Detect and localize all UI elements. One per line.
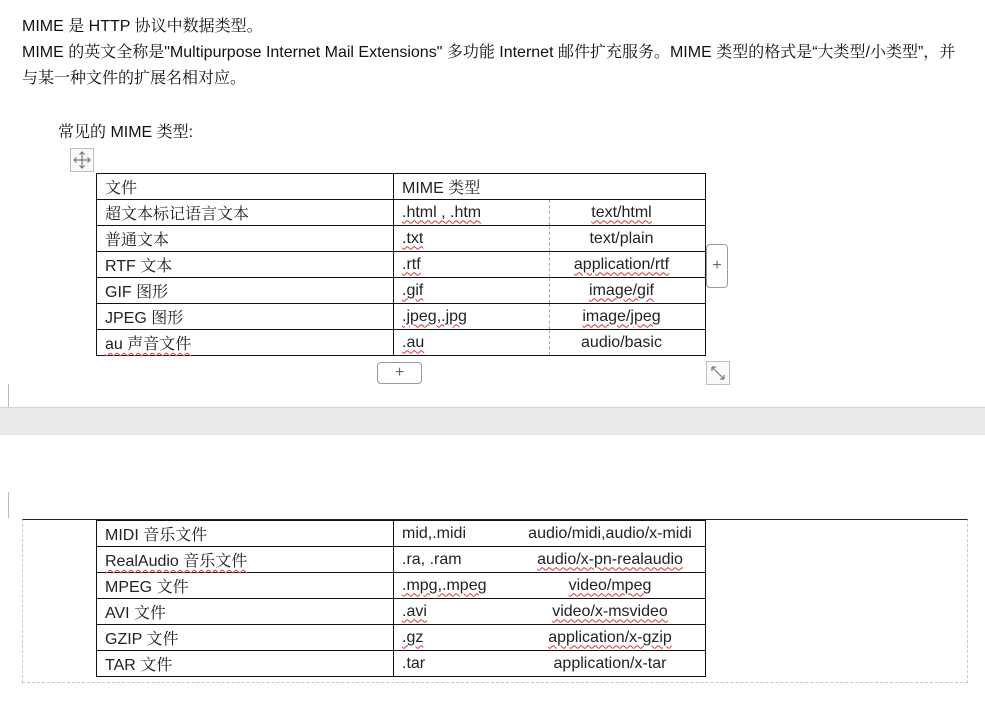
- mime-text: application/x-tar: [553, 654, 667, 672]
- table-row: [97, 521, 706, 547]
- table-row: [97, 573, 706, 599]
- mime-text: text/html: [591, 203, 652, 221]
- cell-file[interactable]: RTF 文本: [97, 252, 394, 278]
- ext-text: .txt: [402, 229, 424, 247]
- header-mime-type[interactable]: MIME 类型: [394, 174, 706, 200]
- definition-paragraph: MIME 的英文全称是"Multipurpose Internet Mail Extensions" 多功能 Internet 邮件扩充服务。MIME 类型的格式是“大类型/小类型”，并与某一种文件的扩展名相对应。: [22, 44, 956, 87]
- cell-ext[interactable]: [394, 252, 550, 278]
- table-header-row: [97, 174, 706, 200]
- table-row: [97, 252, 706, 278]
- cell-ext-mime[interactable]: [394, 599, 706, 625]
- ext-text: .mpg,.mpeg: [402, 576, 487, 594]
- ext-text: .ra, .ram: [402, 550, 462, 568]
- table-row: [97, 278, 706, 304]
- ext-text: .jpeg,.jpg: [402, 307, 467, 325]
- file-text: au 声音文件: [105, 336, 192, 353]
- cell-file[interactable]: TAR 文件: [97, 651, 394, 677]
- mime-text: image/gif: [589, 281, 654, 299]
- mime-table-part2: [96, 520, 706, 677]
- ext-text: .gif: [402, 281, 424, 299]
- mime-text: application/x-gzip: [548, 628, 672, 646]
- cell-ext-mime[interactable]: [394, 625, 706, 651]
- cell-ext[interactable]: [394, 304, 550, 330]
- cell-mime[interactable]: text/plain: [550, 226, 706, 252]
- intro-paragraph: MIME 是 HTTP 协议中数据类型。: [22, 18, 263, 35]
- cell-ext[interactable]: [394, 278, 550, 304]
- ext-text: .html , .htm: [402, 203, 482, 221]
- cell-mime[interactable]: [550, 278, 706, 304]
- ext-text: mid,.midi: [402, 524, 467, 542]
- cell-ext[interactable]: [394, 200, 550, 226]
- add-column-button[interactable]: [706, 244, 728, 288]
- cell-file[interactable]: GZIP 文件: [97, 625, 394, 651]
- file-text: RealAudio 音乐文件: [105, 553, 248, 570]
- cell-file[interactable]: AVI 文件: [97, 599, 394, 625]
- table-row: [97, 304, 706, 330]
- cell-file[interactable]: JPEG 图形: [97, 304, 394, 330]
- table-row: [97, 625, 706, 651]
- mime-text: audio/midi,audio/x-midi: [528, 524, 692, 542]
- table-row: [97, 226, 706, 252]
- plus-icon: +: [394, 364, 405, 381]
- cell-mime[interactable]: audio/basic: [550, 330, 706, 356]
- ext-text: .gz: [402, 628, 424, 646]
- cell-ext-mime[interactable]: [394, 651, 706, 677]
- cell-ext[interactable]: [394, 330, 550, 356]
- ext-text: .au: [402, 333, 425, 351]
- plus-icon: +: [712, 257, 722, 274]
- page-break-gap: [0, 407, 985, 435]
- page-margin-mark: [0, 492, 9, 518]
- cell-ext-mime[interactable]: [394, 521, 706, 547]
- ext-text: .rtf: [402, 255, 421, 273]
- header-file[interactable]: 文件: [97, 174, 394, 200]
- cell-ext[interactable]: [394, 226, 550, 252]
- table-caption: 常见的 MIME 类型:: [58, 124, 194, 141]
- table-row: [97, 200, 706, 226]
- cell-ext-mime[interactable]: [394, 547, 706, 573]
- table-row: [97, 599, 706, 625]
- move-icon: [73, 151, 91, 169]
- mime-text: video/x-msvideo: [552, 602, 668, 620]
- table-row: [97, 330, 706, 356]
- ext-text: .tar: [402, 654, 426, 672]
- table-row: [97, 547, 706, 573]
- mime-table-part1: [96, 173, 706, 356]
- cell-file[interactable]: 超文本标记语言文本: [97, 200, 394, 226]
- table-row: [97, 651, 706, 677]
- cell-file[interactable]: [97, 547, 394, 573]
- table-resize-handle[interactable]: [706, 361, 730, 385]
- mime-text: application/rtf: [573, 255, 670, 273]
- cell-mime[interactable]: [550, 252, 706, 278]
- mime-text: video/mpeg: [568, 576, 652, 594]
- cell-file[interactable]: [97, 330, 394, 356]
- resize-icon: [710, 365, 726, 381]
- mime-text: image/jpeg: [582, 307, 661, 325]
- cell-file[interactable]: GIF 图形: [97, 278, 394, 304]
- cell-ext-mime[interactable]: [394, 573, 706, 599]
- mime-text: audio/x-pn-realaudio: [537, 550, 683, 568]
- cell-mime[interactable]: [550, 304, 706, 330]
- cell-file[interactable]: 普通文本: [97, 226, 394, 252]
- add-row-button[interactable]: [377, 362, 422, 384]
- ext-text: .avi: [402, 602, 427, 620]
- table-move-handle[interactable]: [70, 148, 94, 172]
- cell-mime[interactable]: [550, 200, 706, 226]
- cell-file[interactable]: MIDI 音乐文件: [97, 521, 394, 547]
- cell-file[interactable]: MPEG 文件: [97, 573, 394, 599]
